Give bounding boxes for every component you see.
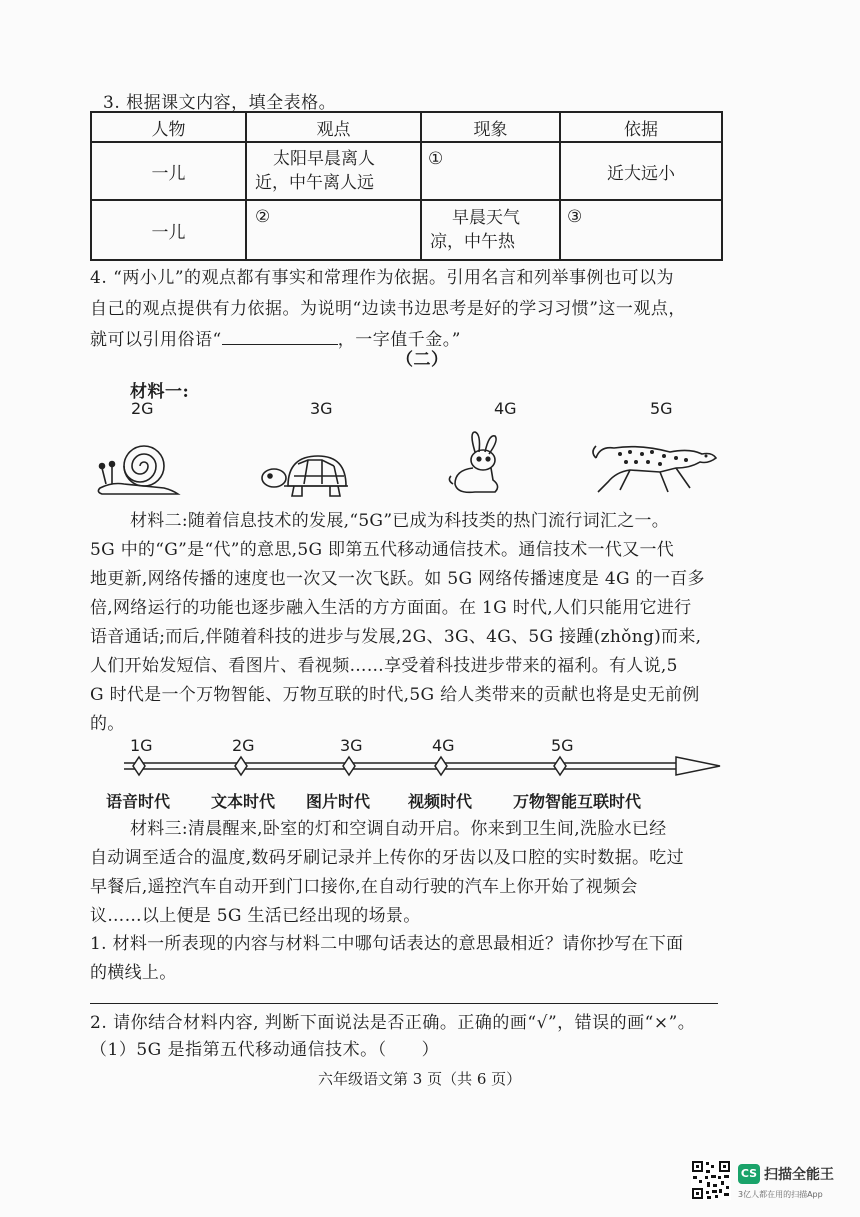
table-row [91,142,722,200]
timeline-label: 2G [232,736,255,755]
view-line: 近，中午离人远 [255,173,374,193]
material-3-line: 议……以上便是 5G 生活已经出现的场景。 [90,906,421,926]
snail-icon [92,440,182,500]
generation-label: 5G [650,399,673,418]
cheetah-icon [590,438,720,496]
material-2-line: 地更新,网络传播的速度也一次又一次飞跃。如 5G 网络传播速度是 4G 的一百多 [90,569,705,589]
section-title: （二） [396,350,449,370]
timeline-arrow [120,755,725,777]
material-2-line: 5G 中的“G”是“代”的意思,5G 即第五代移动通信技术。通信技术一代又一代 [90,540,675,560]
table-cell-person: 一儿 [91,142,246,200]
table-cell-person: 一儿 [91,200,246,260]
material-3-line: 早餐后,遥控汽车自动开到门口接你,在自动行驶的汽车上你开始了视频会 [90,877,638,897]
scanner-app-name: 扫描全能王 [764,1167,834,1183]
timeline-label: 3G [340,736,363,755]
material-2-line: 人们开始发短信、看图片、看视频……享受着科技进步带来的福利。有人说,5 [90,656,678,676]
era-label: 语音时代 [106,792,171,811]
qr-code-icon [691,1160,731,1200]
proverb-answer-blank[interactable] [222,330,338,345]
answer-line[interactable] [90,1003,718,1004]
question-4-text: 就可以引用俗语“ [90,330,222,350]
question-4-line: 4. “两小儿”的观点都有事实和常理作为依据。引用名言和列举事例也可以为 [90,268,675,288]
material-3-line: 材料三:清晨醒来,卧室的灯和空调自动开启。你来到卫生间,洗脸水已经 [130,819,667,839]
material-1-label: 材料一: [130,382,190,402]
question-1-line: 的横线上。 [90,963,177,983]
timeline-label: 4G [432,736,455,755]
view-line: 太阳早晨离人 [273,149,375,169]
question-2-title: 2. 请你结合材料内容, 判断下面说法是否正确。正确的画“√”，错误的画“×”。 [90,1013,696,1033]
answer-blank-1[interactable]: ① [421,142,560,200]
question-1-line: 1. 材料一所表现的内容与材料二中哪句话表达的意思最相近？请你抄写在下面 [90,934,684,954]
material-2 [90,507,730,739]
turtle-icon [258,450,353,498]
era-label: 视频时代 [408,792,473,811]
scanner-tagline: 3亿人都在用的扫描App [738,1190,823,1199]
timeline-label: 5G [551,736,574,755]
material-3 [90,815,730,931]
material-2-line: 倍,网络运行的功能也逐步融入生活的方方面面。在 1G 时代,人们只能用它进行 [90,598,692,618]
table-header-basis: 依据 [560,112,722,142]
table-cell-view [246,142,421,200]
timeline-label: 1G [130,736,153,755]
answer-blank-2[interactable]: ② [246,200,421,260]
generation-label: 4G [494,399,517,418]
table-header-view: 观点 [246,112,421,142]
generation-label: 3G [310,399,333,418]
table-header-phenomenon: 现象 [421,112,560,142]
material-2-line: 语音通话;而后,伴随着科技的进步与发展,2G、3G、4G、5G 接踵(zhǒng)而来, [90,627,702,647]
answer-blank-3[interactable]: ③ [560,200,722,260]
table-row [91,200,722,260]
material-2-line: 材料二:随着信息技术的发展,“5G”已成为科技类的热门流行词汇之一。 [130,511,670,531]
era-label: 文本时代 [211,792,276,811]
era-label: 万物智能互联时代 [513,792,642,811]
phenomenon-line: 凉，中午热 [430,232,515,252]
table-cell-phenomenon [421,200,560,260]
question-2-item-1: （1）5G 是指第五代移动通信技术。（ ） [90,1040,440,1060]
viewpoint-table [90,111,723,261]
generation-label: 2G [131,399,154,418]
material-2-line: 的。 [90,714,125,734]
question-1 [90,930,683,988]
material-2-line: G 时代是一个万物智能、万物互联的时代,5G 给人类带来的贡献也将是史无前例 [90,685,700,705]
scanner-logo-icon: CS [738,1164,760,1184]
page-footer: 六年级语文第 3 页（共 6 页） [318,1070,522,1088]
rabbit-icon [445,430,505,498]
question-3-title: 3. 根据课文内容，填全表格。 [103,93,337,113]
question-4-line: 自己的观点提供有力依据。为说明“边读书边思考是好的学习习惯”这一观点， [90,299,686,319]
table-cell-basis: 近大远小 [560,142,722,200]
era-label: 图片时代 [306,792,371,811]
table-header-person: 人物 [91,112,246,142]
phenomenon-line: 早晨天气 [452,208,520,228]
question-4-text: ，一字值千金。” [337,330,461,350]
material-3-line: 自动调至适合的温度,数码牙刷记录并上传你的牙齿以及口腔的实时数据。吃过 [90,848,684,868]
